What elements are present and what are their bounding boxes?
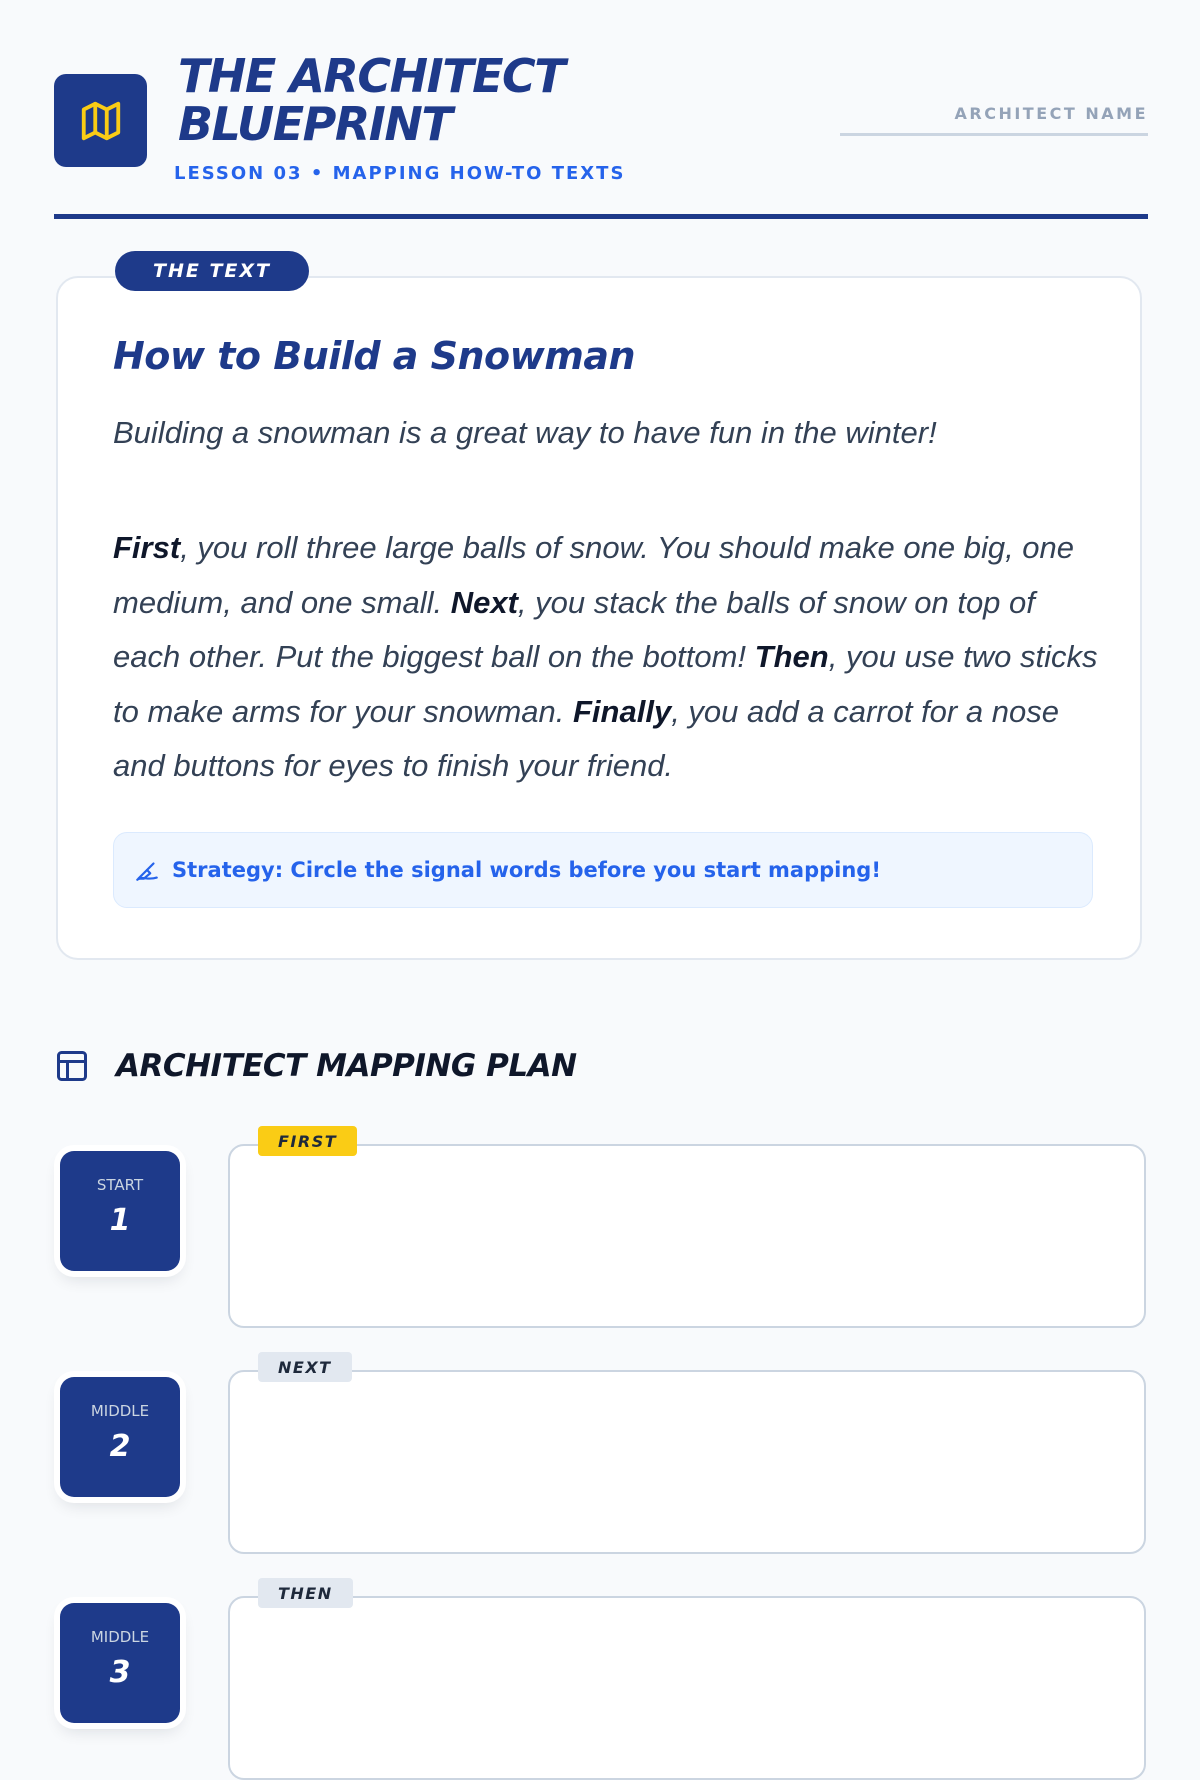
section-pill: THE TEXT — [115, 251, 309, 291]
step-phase: START — [96, 1176, 144, 1194]
step-phase: MIDDLE — [90, 1402, 150, 1420]
step-phase: MIDDLE — [90, 1628, 150, 1646]
strategy-tip — [113, 832, 1093, 908]
text-card — [56, 260, 1142, 960]
worksheet-page — [54, 0, 1148, 1690]
header — [54, 0, 1148, 222]
step-number: 2 — [109, 1429, 131, 1464]
pen-signature-icon — [134, 857, 160, 883]
plan-heading — [54, 1046, 854, 1086]
page-title: THE ARCHITECT BLUEPRINT — [178, 49, 565, 151]
step-badge — [60, 1377, 180, 1497]
story-sentence: , you add a carrot for a nose and buttons for eyes to finish your friend. — [113, 693, 1059, 783]
signal-word[interactable]: First — [113, 530, 181, 565]
plan-title: ARCHITECT MAPPING PLAN — [116, 1048, 577, 1084]
step-number: 1 — [109, 1203, 131, 1238]
strategy-text: Strategy: Circle the signal words before you start mapping! — [172, 858, 881, 882]
step-answer-box[interactable] — [228, 1131, 1146, 1328]
lesson-subtitle: LESSON 03 • MAPPING HOW-TO TEXTS — [174, 163, 626, 184]
story-sentence: , you roll three large balls of snow. You should make one big, one medium, and one small. — [113, 530, 1075, 620]
step-badge — [60, 1603, 180, 1723]
step-number: 3 — [109, 1655, 131, 1690]
story-intro: Building a snowman is a great way to have fun in the winter! — [113, 415, 937, 450]
layout-icon — [54, 1048, 90, 1084]
signal-word[interactable]: Finally — [573, 693, 672, 729]
signal-word[interactable]: Then — [754, 639, 829, 674]
step-badge — [60, 1151, 180, 1271]
header-divider — [54, 214, 1148, 219]
story-sentence: , you use two sticks to make arms for your snowman. — [113, 639, 1098, 729]
logo-badge — [54, 74, 147, 167]
architect-name-field[interactable]: ARCHITECT NAME — [840, 104, 1148, 136]
map-icon — [78, 98, 124, 144]
step-answer-box[interactable] — [228, 1583, 1146, 1780]
step-answer-box[interactable] — [228, 1357, 1146, 1554]
signal-word[interactable]: Next — [450, 584, 518, 620]
story-title: How to Build a Snowman — [113, 334, 636, 378]
step-tag-then: THEN — [258, 1578, 353, 1608]
story-sentence: , you stack the balls of snow on top of each other. Put the biggest ball on the bottom! — [113, 584, 1035, 674]
story-body — [113, 521, 1098, 794]
step-tag-first: FIRST — [258, 1126, 357, 1156]
step-tag-next: NEXT — [258, 1352, 352, 1382]
